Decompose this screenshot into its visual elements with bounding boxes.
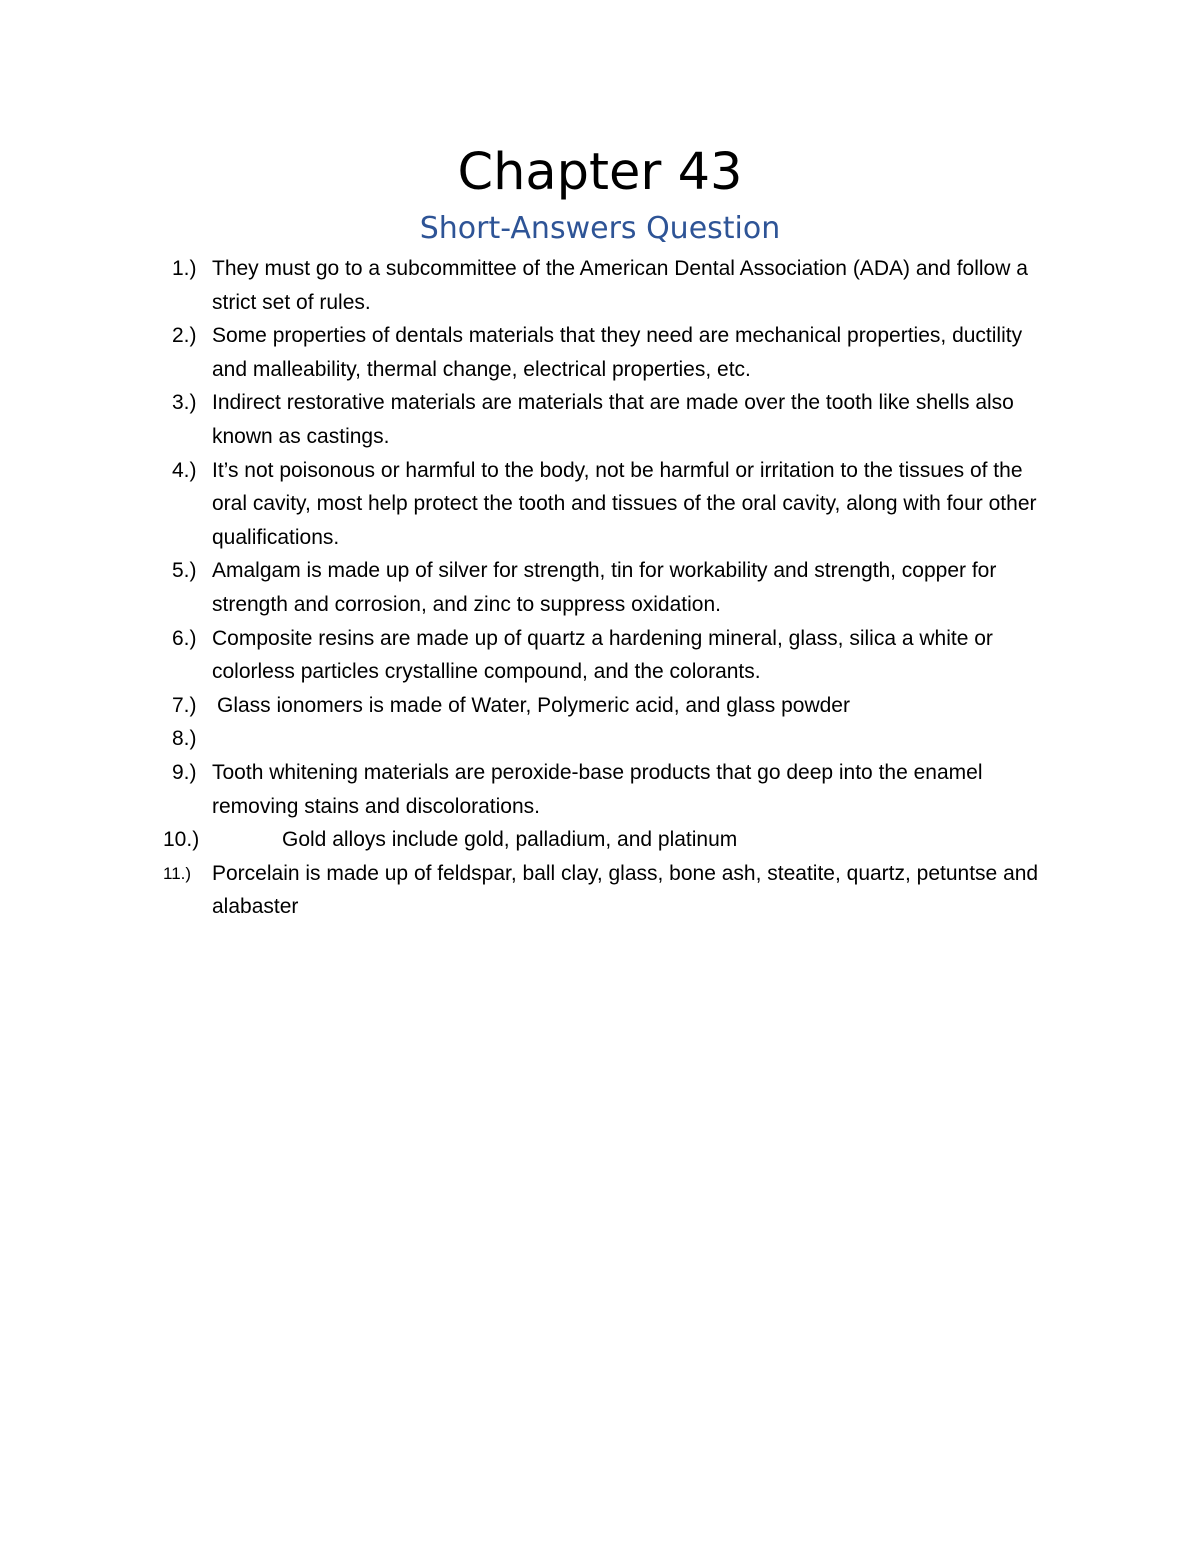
answer-text: Indirect restorative materials are materials that are made over the tooth like shells also known as castings. [212,391,1014,448]
answer-item-1 [0,252,1200,319]
answer-number: 2.) [172,324,197,348]
answer-text: Amalgam is made up of silver for strength, tin for workability and strength, copper for strength and corrosion, and zinc to suppress oxidation. [212,559,997,616]
answer-item-10 [0,823,1200,857]
answer-text: Porcelain is made up of feldspar, ball clay, glass, bone ash, steatite, quartz, petuntse and alabaster [212,861,1039,919]
answer-text: Some properties of dentals materials that they need are mechanical properties, ductility and malleability, thermal change, electrical properties, etc. [212,324,1023,381]
answer-number: 6.) [172,626,197,650]
answer-text: Tooth whitening materials are peroxide-base products that go deep into the enamel removing stains and discolorations. [212,760,983,818]
answer-number: 8.) [172,727,197,751]
page-title: Chapter 43 [457,143,743,202]
answer-item-5 [0,554,1200,621]
answer-number: 5.) [172,559,197,583]
answers-list [0,252,1200,924]
answer-item-6 [0,622,1200,689]
answer-text: Glass ionomers is made of Water, Polymeric acid, and glass powder [217,693,850,717]
answer-item-2 [0,319,1200,386]
answer-text: Gold alloys include gold, palladium, and platinum [282,828,738,852]
answer-text: Composite resins are made up of quartz a hardening mineral, glass, silica a white or colorless particles crystalline compound, and the colorants. [212,626,993,684]
answer-number: 11.) [163,863,192,883]
answer-number: 3.) [172,391,197,415]
answer-text: It’s not poisonous or harmful to the body, not be harmful or irritation to the tissues of the oral cavity, most help protect the tooth and tissues of the oral cavity, along with four other qualifications. [212,458,1037,549]
answer-item-9 [0,756,1200,823]
answer-item-3 [0,386,1200,453]
answer-number: 7.) [172,693,197,717]
answer-item-7 [0,689,1200,723]
answer-text [212,727,218,750]
answer-item-11 [0,857,1200,924]
answer-number: 9.) [172,760,197,784]
answer-number: 1.) [172,257,197,280]
answer-item-4 [0,454,1200,555]
page-subtitle: Short-Answers Question [419,211,781,246]
answer-number: 10.) [163,828,200,852]
answer-item-8 [0,722,1200,756]
answer-number: 4.) [172,458,197,482]
answer-text: They must go to a subcommittee of the American Dental Association (ADA) and follow a strict set of rules. [212,257,1028,314]
